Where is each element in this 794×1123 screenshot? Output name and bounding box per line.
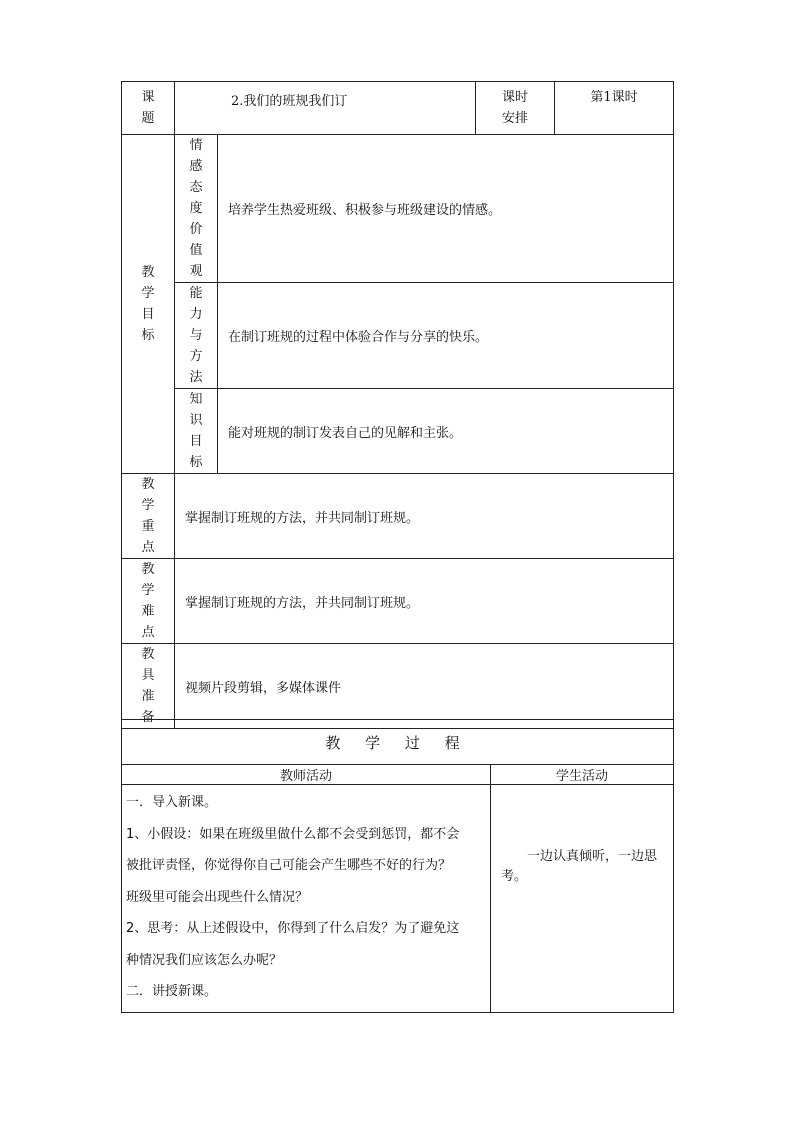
key-points-text: 掌握制订班规的方法，并共同制订班规。: [175, 474, 674, 559]
objectives-label: 教学目标: [122, 135, 175, 474]
teacher-line: 2、思考：从上述假设中，你得到了什么启发？为了避免这: [126, 921, 460, 936]
period-label: 课时安排: [476, 82, 555, 135]
objective-label-knowledge: 知识目标: [175, 389, 218, 474]
teacher-line: 班级里可能会出现些什么情况？: [126, 889, 309, 905]
teacher-activity-cell: [122, 785, 491, 1013]
topic-value: 2.我们的班规我们订: [175, 82, 476, 135]
difficult-points-label: 教学难点: [122, 559, 175, 644]
objective-text-knowledge: 能对班规的制订发表自己的见解和主张。: [218, 389, 674, 474]
lesson-info-table: [121, 81, 674, 729]
teacher-activity-header: 教师活动: [122, 765, 491, 785]
process-table: [121, 719, 674, 1013]
teacher-line: 二．讲授新课。: [126, 984, 218, 999]
topic-label: 课题: [122, 82, 175, 135]
materials-text: 视频片段剪辑，多媒体课件: [175, 644, 674, 729]
student-activity-header: 学生活动: [491, 765, 674, 785]
objective-label-emotion: 情感态度价值观: [175, 135, 218, 283]
materials-label: 教具准备: [122, 644, 175, 729]
difficult-points-text: 掌握制订班规的方法，并共同制订班规。: [175, 559, 674, 644]
teacher-line: 被批评责怪，你觉得你自己可能会产生哪些不好的行为？: [126, 858, 452, 873]
student-activity-text: 一边认真倾听，一边思考。: [501, 849, 658, 884]
teacher-line: 1、小假设：如果在班级里做什么都不会受到惩罚，都不会: [126, 826, 460, 842]
process-title: 教 学 过 程: [122, 720, 674, 765]
student-activity-cell: [491, 785, 674, 1013]
objective-label-ability: 能力与方法: [175, 283, 218, 389]
teacher-line: 一．导入新课。: [126, 795, 218, 810]
key-points-label: 教学重点: [122, 474, 175, 559]
objective-text-ability: 在制订班规的过程中体验合作与分享的快乐。: [218, 283, 674, 389]
objective-text-emotion: 培养学生热爱班级、积极参与班级建设的情感。: [218, 135, 674, 283]
teacher-line: 种情况我们应该怎么办呢？: [126, 952, 283, 968]
period-value: 第1课时: [555, 82, 674, 135]
